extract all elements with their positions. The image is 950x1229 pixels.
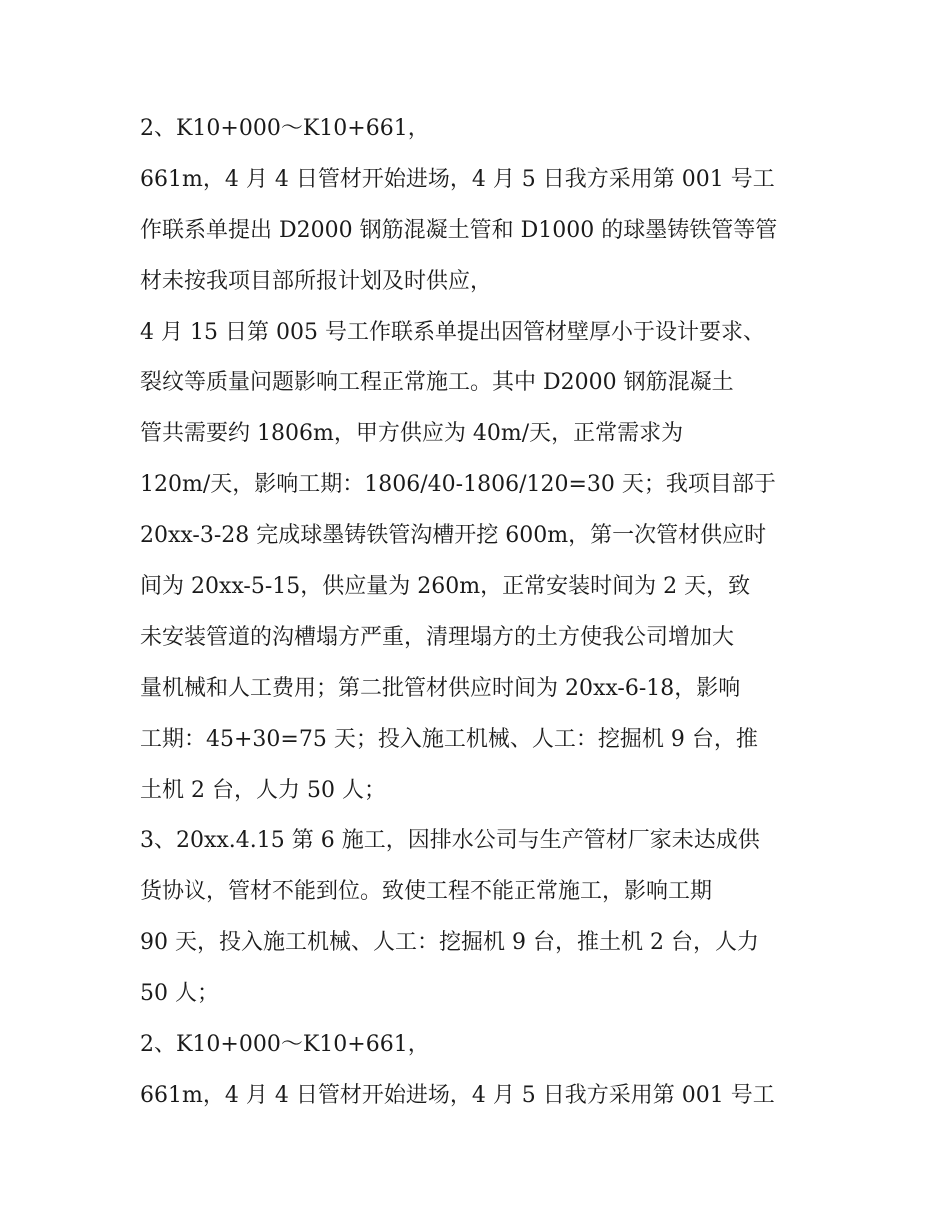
text-line: 3、20xx.4.15 第 6 施工，因排水公司与生产管材厂家未达成供 <box>140 828 760 854</box>
text-line: 管共需要约 1806m，甲方供应为 40m/天，正常需求为 <box>140 421 684 447</box>
text-line: 90 天，投入施工机械、人工：挖掘机 9 台，推土机 2 台，人力 <box>140 930 759 956</box>
text-line: 661m，4 月 4 日管材开始进场，4 月 5 日我方采用第 001 号工 <box>140 1082 775 1108</box>
text-line: 20xx-3-28 完成球墨铸铁管沟槽开挖 600m，第一次管材供应时 <box>140 523 767 549</box>
text-line: 未安装管道的沟槽塌方严重，清理塌方的土方使我公司增加大 <box>140 624 735 650</box>
text-line: 120m/天，影响工期：1806/40-1806/120=30 天；我项目部于 <box>140 472 776 498</box>
text-line: 货协议，管材不能到位。致使工程不能正常施工，影响工期 <box>140 879 713 905</box>
text-line: 50 人； <box>140 981 219 1007</box>
text-line: 2、K10+000～K10+661， <box>140 116 430 141</box>
text-line: 2、K10+000～K10+661， <box>140 1032 430 1058</box>
document-body <box>140 104 820 1122</box>
text-line: 661m，4 月 4 日管材开始进场，4 月 5 日我方采用第 001 号工 <box>140 166 775 192</box>
text-line: 工期：45+30=75 天；投入施工机械、人工：挖掘机 9 台，推 <box>140 726 758 752</box>
text-line: 作联系单提出 D2000 钢筋混凝土管和 D1000 的球墨铸铁管等管 <box>140 217 778 243</box>
text-line: 4 月 15 日第 005 号工作联系单提出因管材壁厚小于设计要求、 <box>140 319 765 345</box>
text-line: 土机 2 台，人力 50 人； <box>140 777 386 803</box>
text-line: 材未按我项目部所报计划及时供应， <box>140 268 493 294</box>
text-line: 间为 20xx-5-15，供应量为 260m，正常安装时间为 2 天，致 <box>140 574 751 600</box>
text-line: 裂纹等质量问题影响工程正常施工。其中 D2000 钢筋混凝土 <box>140 370 734 396</box>
text-line: 量机械和人工费用；第二批管材供应时间为 20xx-6-18，影响 <box>140 675 741 701</box>
